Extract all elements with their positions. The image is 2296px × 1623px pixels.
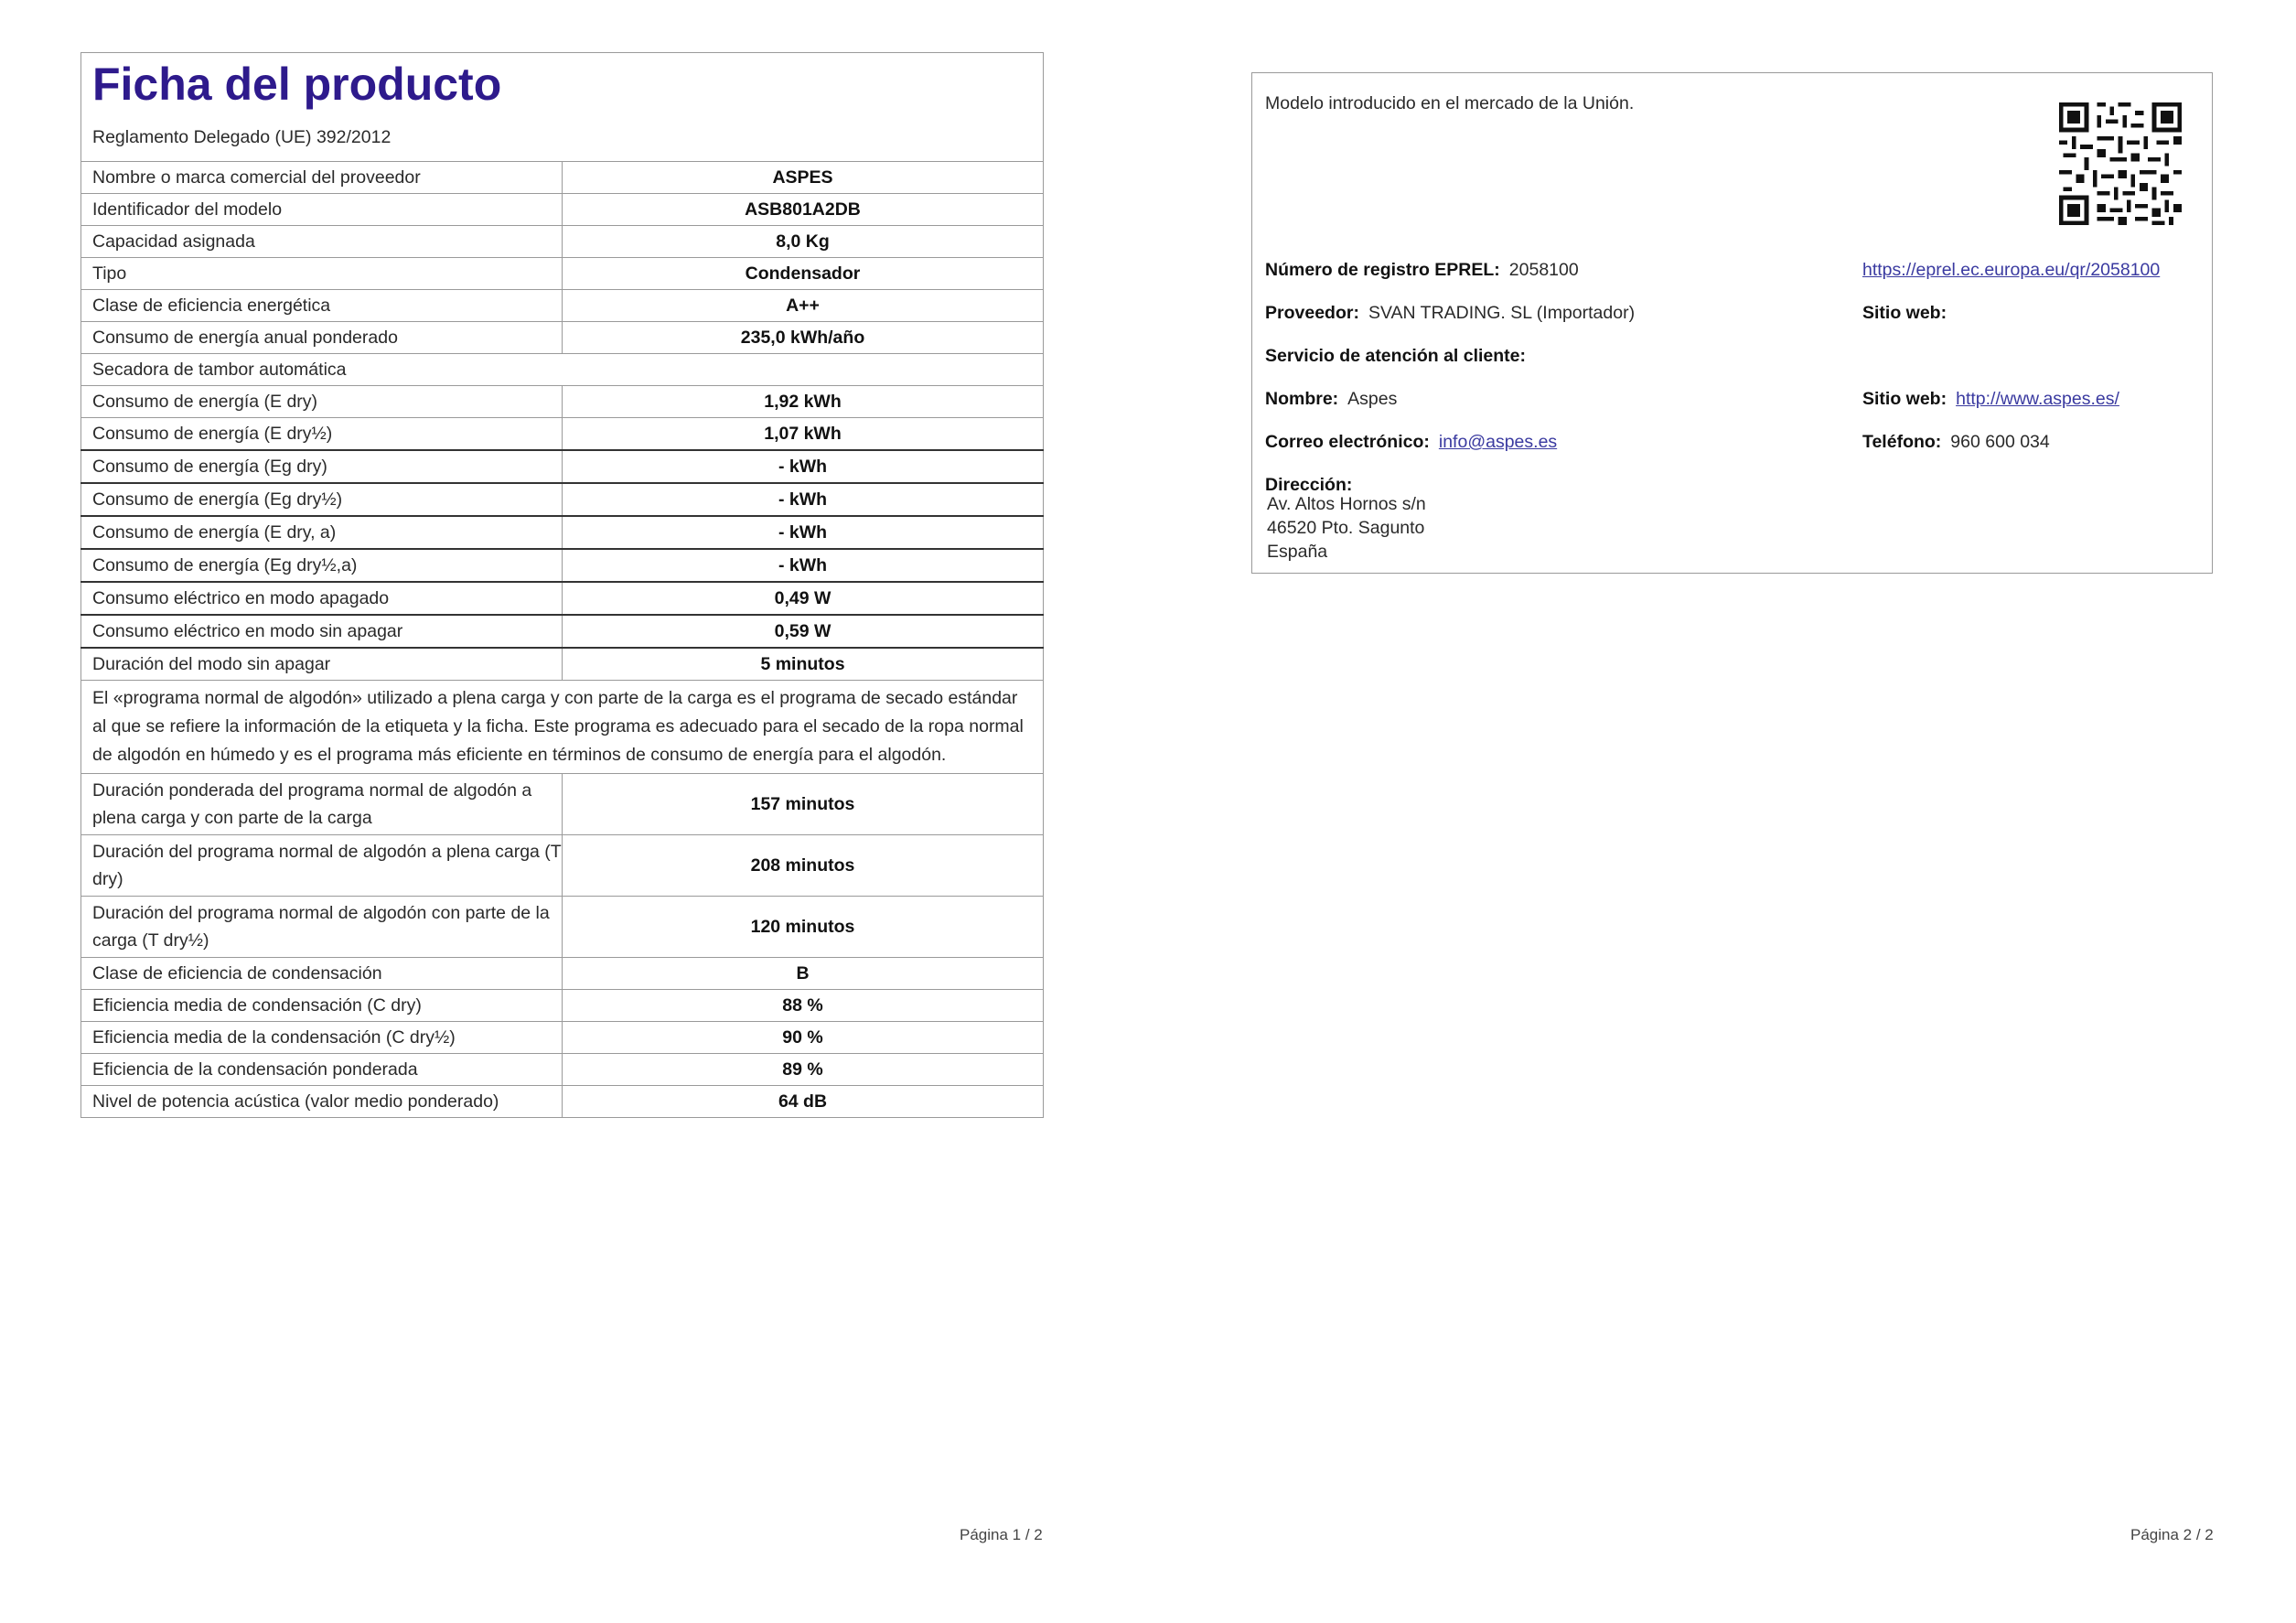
table-row [81, 290, 1044, 322]
row-label: Consumo de energía (Eg dry½,a) [81, 549, 563, 582]
row-label: Nombre o marca comercial del proveedor [81, 162, 563, 194]
table-row [81, 386, 1044, 418]
row-label: Duración del modo sin apagar [81, 648, 563, 681]
table-row [81, 582, 1044, 615]
row-value: 1,92 kWh [563, 386, 1044, 418]
row-label: Eficiencia media de condensación (C dry) [81, 990, 563, 1022]
product-sheet-table [80, 52, 1044, 1118]
row-value: 1,07 kWh [563, 418, 1044, 451]
table-row [81, 615, 1044, 648]
page-1-footer: Página 1 / 2 [960, 1526, 1043, 1543]
page-2-footer: Página 2 / 2 [2130, 1526, 2214, 1543]
row-label: Capacidad asignada [81, 226, 563, 258]
table-row [81, 958, 1044, 990]
address-line-1: Av. Altos Hornos s/n [1267, 494, 1426, 514]
eprel-label: Número de registro EPREL: [1265, 260, 1500, 280]
table-row [81, 450, 1044, 483]
row-value: 64 dB [563, 1086, 1044, 1118]
row-label: Duración del programa normal de algodón con parte de la carga (T dry½) [81, 897, 563, 958]
eprel-registration [1265, 260, 1579, 281]
row-label: Clase de eficiencia de condensación [81, 958, 563, 990]
row-label: Consumo eléctrico en modo apagado [81, 582, 563, 615]
phone-row [1862, 432, 2050, 453]
page-title: Ficha del producto [92, 59, 502, 110]
row-value: Condensador [563, 258, 1044, 290]
row-value: - kWh [563, 483, 1044, 516]
table-row [81, 322, 1044, 354]
table-row [81, 418, 1044, 451]
table-row [81, 516, 1044, 549]
row-label: Consumo de energía (Eg dry) [81, 450, 563, 483]
service-website-row [1862, 389, 2119, 410]
cotton-programme-note: El «programa normal de algodón» utilizado a plena carga y con parte de la carga es el programa de secado estándar al que se refiere la información de la etiqueta y la ficha. Este programa es adecuado para el secado de la ropa normal de algodón en húmedo y es el programa más eficiente en términos de consumo de energía para el algodón. [81, 681, 1044, 774]
row-value: A++ [563, 290, 1044, 322]
eprel-number: 2058100 [1508, 260, 1579, 280]
table-row [81, 1022, 1044, 1054]
row-value: 235,0 kWh/año [563, 322, 1044, 354]
table-row [81, 194, 1044, 226]
row-value: 208 minutos [563, 835, 1044, 897]
row-value: - kWh [563, 516, 1044, 549]
table-row [81, 1086, 1044, 1118]
name-value: Aspes [1347, 389, 1398, 409]
row-label: Consumo de energía (E dry) [81, 386, 563, 418]
phone-value: 960 600 034 [1950, 432, 2050, 452]
phone-label: Teléfono: [1862, 432, 1942, 452]
table-row [81, 549, 1044, 582]
row-label: Eficiencia de la condensación ponderada [81, 1054, 563, 1086]
row-value: 90 % [563, 1022, 1044, 1054]
email-label: Correo electrónico: [1265, 432, 1430, 452]
eprel-link-row [1862, 260, 2160, 281]
table-row [81, 162, 1044, 194]
address-label: Dirección: [1265, 475, 1353, 495]
row-label: Consumo eléctrico en modo sin apagar [81, 615, 563, 648]
table-row [81, 648, 1044, 681]
product-sheet-page-1 [80, 52, 1044, 1118]
row-value: ASPES [563, 162, 1044, 194]
row-label: Identificador del modelo [81, 194, 563, 226]
row-label: Eficiencia media de la condensación (C dry½) [81, 1022, 563, 1054]
service-label: Servicio de atención al cliente: [1265, 346, 1527, 366]
supplier-value: SVAN TRADING. SL (Importador) [1368, 303, 1636, 323]
row-label: Consumo de energía (E dry½) [81, 418, 563, 451]
service-website-link[interactable]: http://www.aspes.es/ [1956, 389, 2119, 409]
address-line-3: España [1267, 542, 1328, 562]
address-block [1267, 492, 1426, 564]
supplier-website-row [1862, 303, 1956, 324]
website-label: Sitio web: [1862, 303, 1947, 323]
row-value: 120 minutos [563, 897, 1044, 958]
regulation-subtitle: Reglamento Delegado (UE) 392/2012 [92, 127, 392, 147]
row-value: - kWh [563, 450, 1044, 483]
name-label: Nombre: [1265, 389, 1339, 409]
sheet-header [81, 53, 1044, 162]
customer-service-heading [1265, 346, 1535, 367]
row-value: B [563, 958, 1044, 990]
table-row [81, 990, 1044, 1022]
row-label: Duración del programa normal de algodón a plena carga (T dry) [81, 835, 563, 897]
row-label: Duración ponderada del programa normal de algodón a plena carga y con parte de la carga [81, 774, 563, 835]
eprel-link[interactable]: https://eprel.ec.europa.eu/qr/2058100 [1862, 260, 2161, 280]
automatic-dryer-label: Secadora de tambor automática [81, 354, 1044, 386]
supplier-row [1265, 303, 1635, 324]
row-value: 0,49 W [563, 582, 1044, 615]
row-value: 157 minutos [563, 774, 1044, 835]
table-row [81, 835, 1044, 897]
table-row [81, 483, 1044, 516]
row-label: Tipo [81, 258, 563, 290]
row-label: Clase de eficiencia energética [81, 290, 563, 322]
table-row [81, 774, 1044, 835]
email-link[interactable]: info@aspes.es [1438, 432, 1558, 452]
row-label: Consumo de energía anual ponderado [81, 322, 563, 354]
table-row [81, 226, 1044, 258]
row-label: Nivel de potencia acústica (valor medio ponderado) [81, 1086, 563, 1118]
table-row [81, 258, 1044, 290]
row-value: - kWh [563, 549, 1044, 582]
product-info-page-2 [1251, 72, 2213, 574]
table-row [81, 1054, 1044, 1086]
email-row [1265, 432, 1557, 453]
row-value: ASB801A2DB [563, 194, 1044, 226]
row-label: Consumo de energía (Eg dry½) [81, 483, 563, 516]
row-value: 0,59 W [563, 615, 1044, 648]
market-intro-text: Modelo introducido en el mercado de la Unión. [1265, 93, 1635, 113]
qr-code-icon[interactable] [2059, 102, 2182, 225]
name-row [1265, 389, 1397, 410]
row-value: 5 minutos [563, 648, 1044, 681]
address-line-2: 46520 Pto. Sagunto [1267, 518, 1425, 538]
website2-label: Sitio web: [1862, 389, 1947, 409]
supplier-label: Proveedor: [1265, 303, 1359, 323]
row-label: Consumo de energía (E dry, a) [81, 516, 563, 549]
row-value: 89 % [563, 1054, 1044, 1086]
table-row [81, 897, 1044, 958]
row-value: 8,0 Kg [563, 226, 1044, 258]
row-value: 88 % [563, 990, 1044, 1022]
